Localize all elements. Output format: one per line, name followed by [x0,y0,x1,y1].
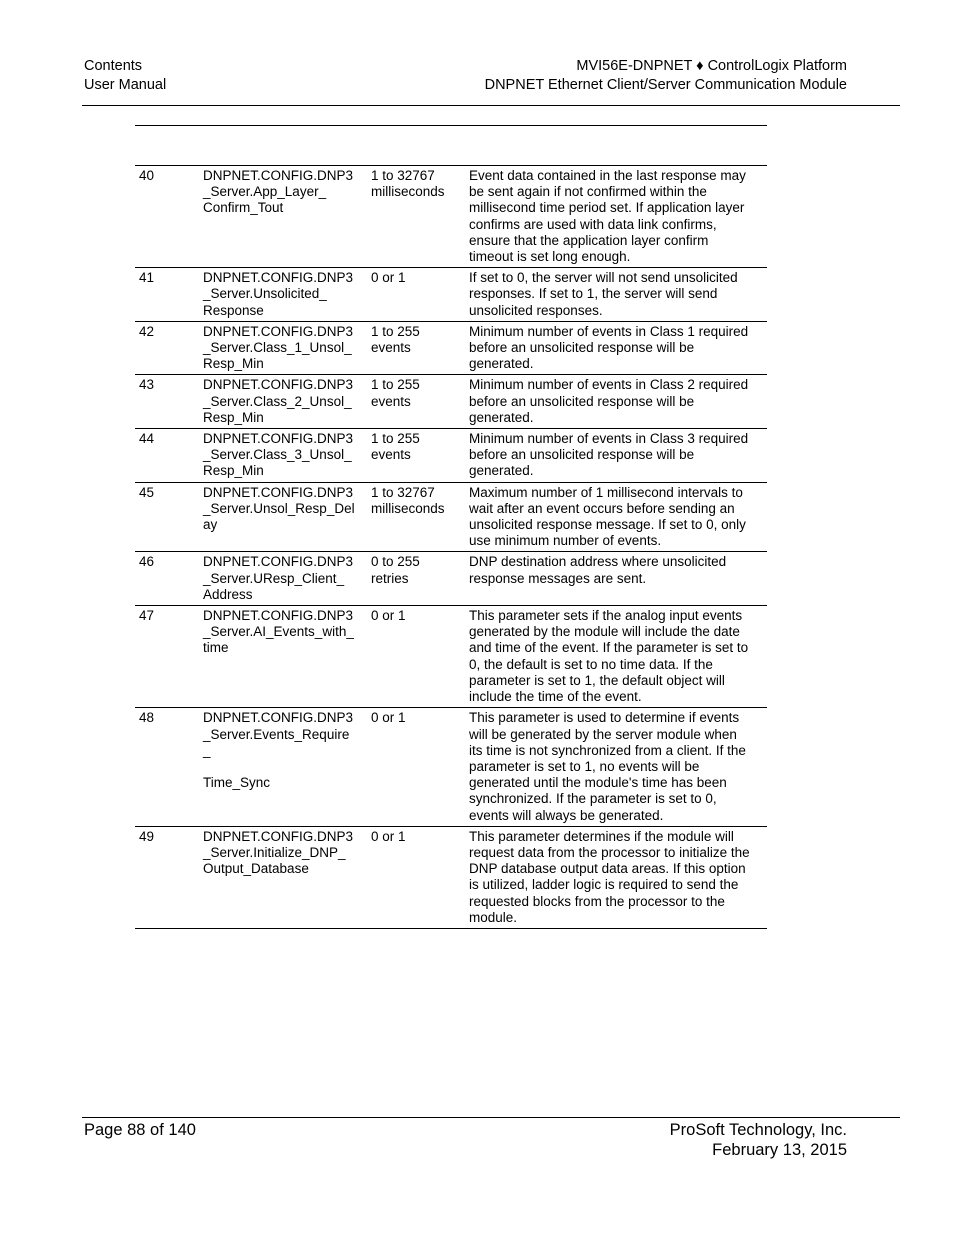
parameter-description-line: This parameter determines if the module will [469,828,734,844]
parameter-range-line: events [371,340,411,356]
header-left [84,57,166,95]
row-number-cell [135,166,199,268]
footer-date: February 13, 2015 [712,1141,847,1159]
parameter-range-line: milliseconds [371,500,445,516]
parameter-description-line: before an unsolicited response will be [469,393,695,409]
parameter-range-line: 1 to 32767 [371,484,435,500]
row-number-cell [135,321,199,375]
row-number-cell [135,606,199,708]
table-row [135,708,767,826]
parameter-range-cell [367,482,465,552]
table-row [135,552,767,606]
parameter-name-cell [199,375,367,429]
parameter-name-cell [199,606,367,708]
parameter-description-cell [465,429,767,483]
table-row [135,606,767,708]
parameter-range-line: 0 or 1 [371,828,406,844]
parameter-name-line: _Server.UResp_Client_ [203,570,345,586]
parameter-description-line: events will always be generated. [469,807,664,823]
parameter-description-line: is utilized, ladder logic is required to send the [469,877,739,893]
parameter-description-line: Event data contained in the last response may [469,168,746,183]
parameter-name-line: DNPNET.CONFIG.DNP3 [203,608,354,624]
parameter-range-line: 0 or 1 [371,270,406,286]
parameter-range-cell [367,429,465,483]
parameter-name-line: DNPNET.CONFIG.DNP3 [203,377,354,393]
parameter-description-line: generated until the module's time has been [469,775,727,791]
parameter-range-cell [367,268,465,322]
parameter-description-line: Minimum number of events in Class 2 required [469,377,749,393]
footer-right [670,1120,847,1160]
parameter-name-line: _Server.Class_2_Unsol_ [203,393,352,409]
parameter-range-cell [367,826,465,928]
parameter-description-line: This parameter sets if the analog input events [469,608,743,624]
parameter-description-line: and time of the event. If the parameter is set to [469,640,749,656]
table-row [135,826,767,928]
parameter-name-line: Resp_Min [203,463,264,479]
row-number: 44 [139,431,155,447]
parameter-description-cell [465,606,767,708]
parameter-description-line: synchronized. If the parameter is set to 0, [469,791,717,807]
parameter-description-line: generated. [469,356,534,372]
parameter-range-line: retries [371,570,409,586]
parameter-name-line: _Server.Unsol_Resp_Del [203,500,355,516]
parameter-name-cell [199,552,367,606]
parameter-name-cell [199,826,367,928]
parameter-description-line: This parameter is used to determine if events [469,710,740,726]
parameter-name-line: _Server.AI_Events_with_ [203,624,354,640]
parameter-name-line: _ [203,742,211,758]
parameter-name-cell [199,166,367,268]
row-number: 43 [139,377,155,393]
parameter-description-line: Maximum number of 1 millisecond intervals to [469,484,743,500]
row-number-cell [135,482,199,552]
parameter-description-cell [465,166,767,268]
parameter-range-line: 0 or 1 [371,608,406,624]
parameter-name-line: Resp_Min [203,356,264,372]
row-number: 49 [139,828,155,844]
row-number: 42 [139,323,155,339]
parameter-name-line: Time_Sync [203,775,271,791]
parameter-name-cell [199,321,367,375]
header-divider [82,105,900,106]
parameter-description-line: 0, the default is set to no time data. If the [469,656,713,672]
parameter-name-line: _Server.Events_Require [203,726,350,742]
parameter-description-cell [465,708,767,826]
row-number-cell [135,552,199,606]
parameter-range-line: 1 to 255 [371,431,420,447]
parameter-range-line: milliseconds [371,184,445,200]
header-section-title: Contents [84,58,143,74]
parameter-name-line: _Server.Unsolicited_ [203,286,327,302]
parameter-description-line: requested blocks from the processor to the [469,893,725,909]
row-number-cell [135,375,199,429]
parameter-name-line: ay [203,517,218,533]
header-product-title: MVI56E-DNPNET ♦ ControlLogix Platform [576,58,847,74]
table-row [135,375,767,429]
parameter-name-line: DNPNET.CONFIG.DNP3 [203,431,354,447]
parameter-description-line: generated. [469,463,534,479]
row-number-cell [135,429,199,483]
row-number: 47 [139,608,155,624]
parameter-description-line: ensure that the application layer confirm [469,232,709,248]
parameter-description-line: DNP destination address where unsolicited [469,554,727,570]
parameter-description-line: timeout is set long enough. [469,249,631,265]
parameter-table-body [135,166,767,929]
parameter-range-cell [367,552,465,606]
parameter-name-line: Resp_Min [203,409,264,425]
page-number: Page 88 of 140 [84,1121,196,1139]
parameter-description-line: generated by the module will include the date [469,624,740,640]
parameter-description-line: confirms are used with data link confirms, [469,216,717,232]
parameter-name-line: DNPNET.CONFIG.DNP3 [203,270,354,286]
table-row [135,321,767,375]
parameter-name-line: _Server.Class_1_Unsol_ [203,340,352,356]
parameter-description-line: before an unsolicited response will be [469,340,695,356]
parameter-description-line: millisecond time period set. If application layer [469,200,745,216]
parameter-description-line: its time is not synchronized from a client. If the [469,742,746,758]
line-spacer [203,759,363,775]
parameter-range-cell [367,606,465,708]
parameter-range-line: 1 to 32767 [371,168,435,183]
parameter-range-cell [367,708,465,826]
parameter-description-line: Minimum number of events in Class 1 required [469,323,749,339]
parameter-name-line: _Server.Class_3_Unsol_ [203,447,352,463]
parameter-description-line: before an unsolicited response will be [469,447,695,463]
parameter-name-line: Address [203,586,253,602]
parameter-name-cell [199,429,367,483]
parameter-name-cell [199,482,367,552]
parameter-name-cell [199,268,367,322]
header-right [485,57,847,95]
row-number-cell [135,268,199,322]
parameter-range-line: 0 or 1 [371,710,406,726]
parameter-description-cell [465,268,767,322]
parameter-range-line: 0 to 255 [371,554,420,570]
header-document-type: User Manual [84,77,167,93]
parameter-description-line: include the time of the event. [469,689,642,705]
footer-company: ProSoft Technology, Inc. [669,1121,847,1139]
parameter-range-line: 1 to 255 [371,377,420,393]
header-module-title: DNPNET Ethernet Client/Server Communication Module [484,77,847,93]
parameter-range-line: 1 to 255 [371,323,420,339]
parameter-description-line: use minimum number of events. [469,533,662,549]
table-top-divider [135,125,767,126]
parameter-name-line: Output_Database [203,861,309,877]
row-number: 41 [139,270,155,286]
parameter-description-cell [465,482,767,552]
row-number: 48 [139,710,155,726]
parameter-table [135,165,767,929]
parameter-name-line: time [203,640,229,656]
parameter-description-line: request data from the processor to initialize the [469,844,750,860]
parameter-name-line: _Server.Initialize_DNP_ [203,844,346,860]
parameter-description-line: be sent again if not confirmed within the [469,184,707,200]
parameter-description-cell [465,826,767,928]
parameter-description-line: responses. If set to 1, the server will send [469,286,718,302]
table-row [135,268,767,322]
parameter-description-cell [465,552,767,606]
parameter-range-cell [367,321,465,375]
parameter-name-line: DNPNET.CONFIG.DNP3 [203,323,354,339]
parameter-name-line: DNPNET.CONFIG.DNP3 [203,554,354,570]
parameter-name-line: DNPNET.CONFIG.DNP3 [203,828,354,844]
footer-left [84,1120,196,1140]
parameter-description-line: module. [469,909,518,925]
footer-divider [82,1117,900,1118]
parameter-range-cell [367,166,465,268]
parameter-description-line: Minimum number of events in Class 3 required [469,431,749,447]
parameter-description-cell [465,321,767,375]
parameter-description-line: response messages are sent. [469,570,647,586]
table-row [135,166,767,268]
parameter-description-line: unsolicited responses. [469,302,603,318]
parameter-description-line: parameter is set to 1, the default object will [469,672,725,688]
row-number: 45 [139,484,155,500]
row-number: 40 [139,168,155,183]
parameter-name-line: _Server.App_Layer_ [203,184,327,200]
parameter-description-line: will be generated by the server module when [469,726,737,742]
row-number-cell [135,826,199,928]
row-number: 46 [139,554,155,570]
parameter-name-line: Response [203,302,264,318]
parameter-description-line: unsolicited response message. If set to 0, only [469,517,746,533]
parameter-range-cell [367,375,465,429]
parameter-description-line: DNP database output data areas. If this option [469,861,746,877]
parameter-name-cell [199,708,367,826]
row-number-cell [135,708,199,826]
parameter-range-line: events [371,393,411,409]
parameter-description-line: generated. [469,409,534,425]
parameter-name-line: DNPNET.CONFIG.DNP3 [203,168,354,183]
parameter-description-line: parameter is set to 1, no events will be [469,758,700,774]
table-row [135,482,767,552]
parameter-range-line: events [371,447,411,463]
parameter-description-line: If set to 0, the server will not send unsolicited [469,270,738,286]
parameter-name-line: Confirm_Tout [203,200,284,216]
parameter-description-cell [465,375,767,429]
table-row [135,429,767,483]
parameter-name-line: DNPNET.CONFIG.DNP3 [203,484,354,500]
parameter-name-line: DNPNET.CONFIG.DNP3 [203,710,354,726]
parameter-description-line: wait after an event occurs before sending an [469,500,735,516]
